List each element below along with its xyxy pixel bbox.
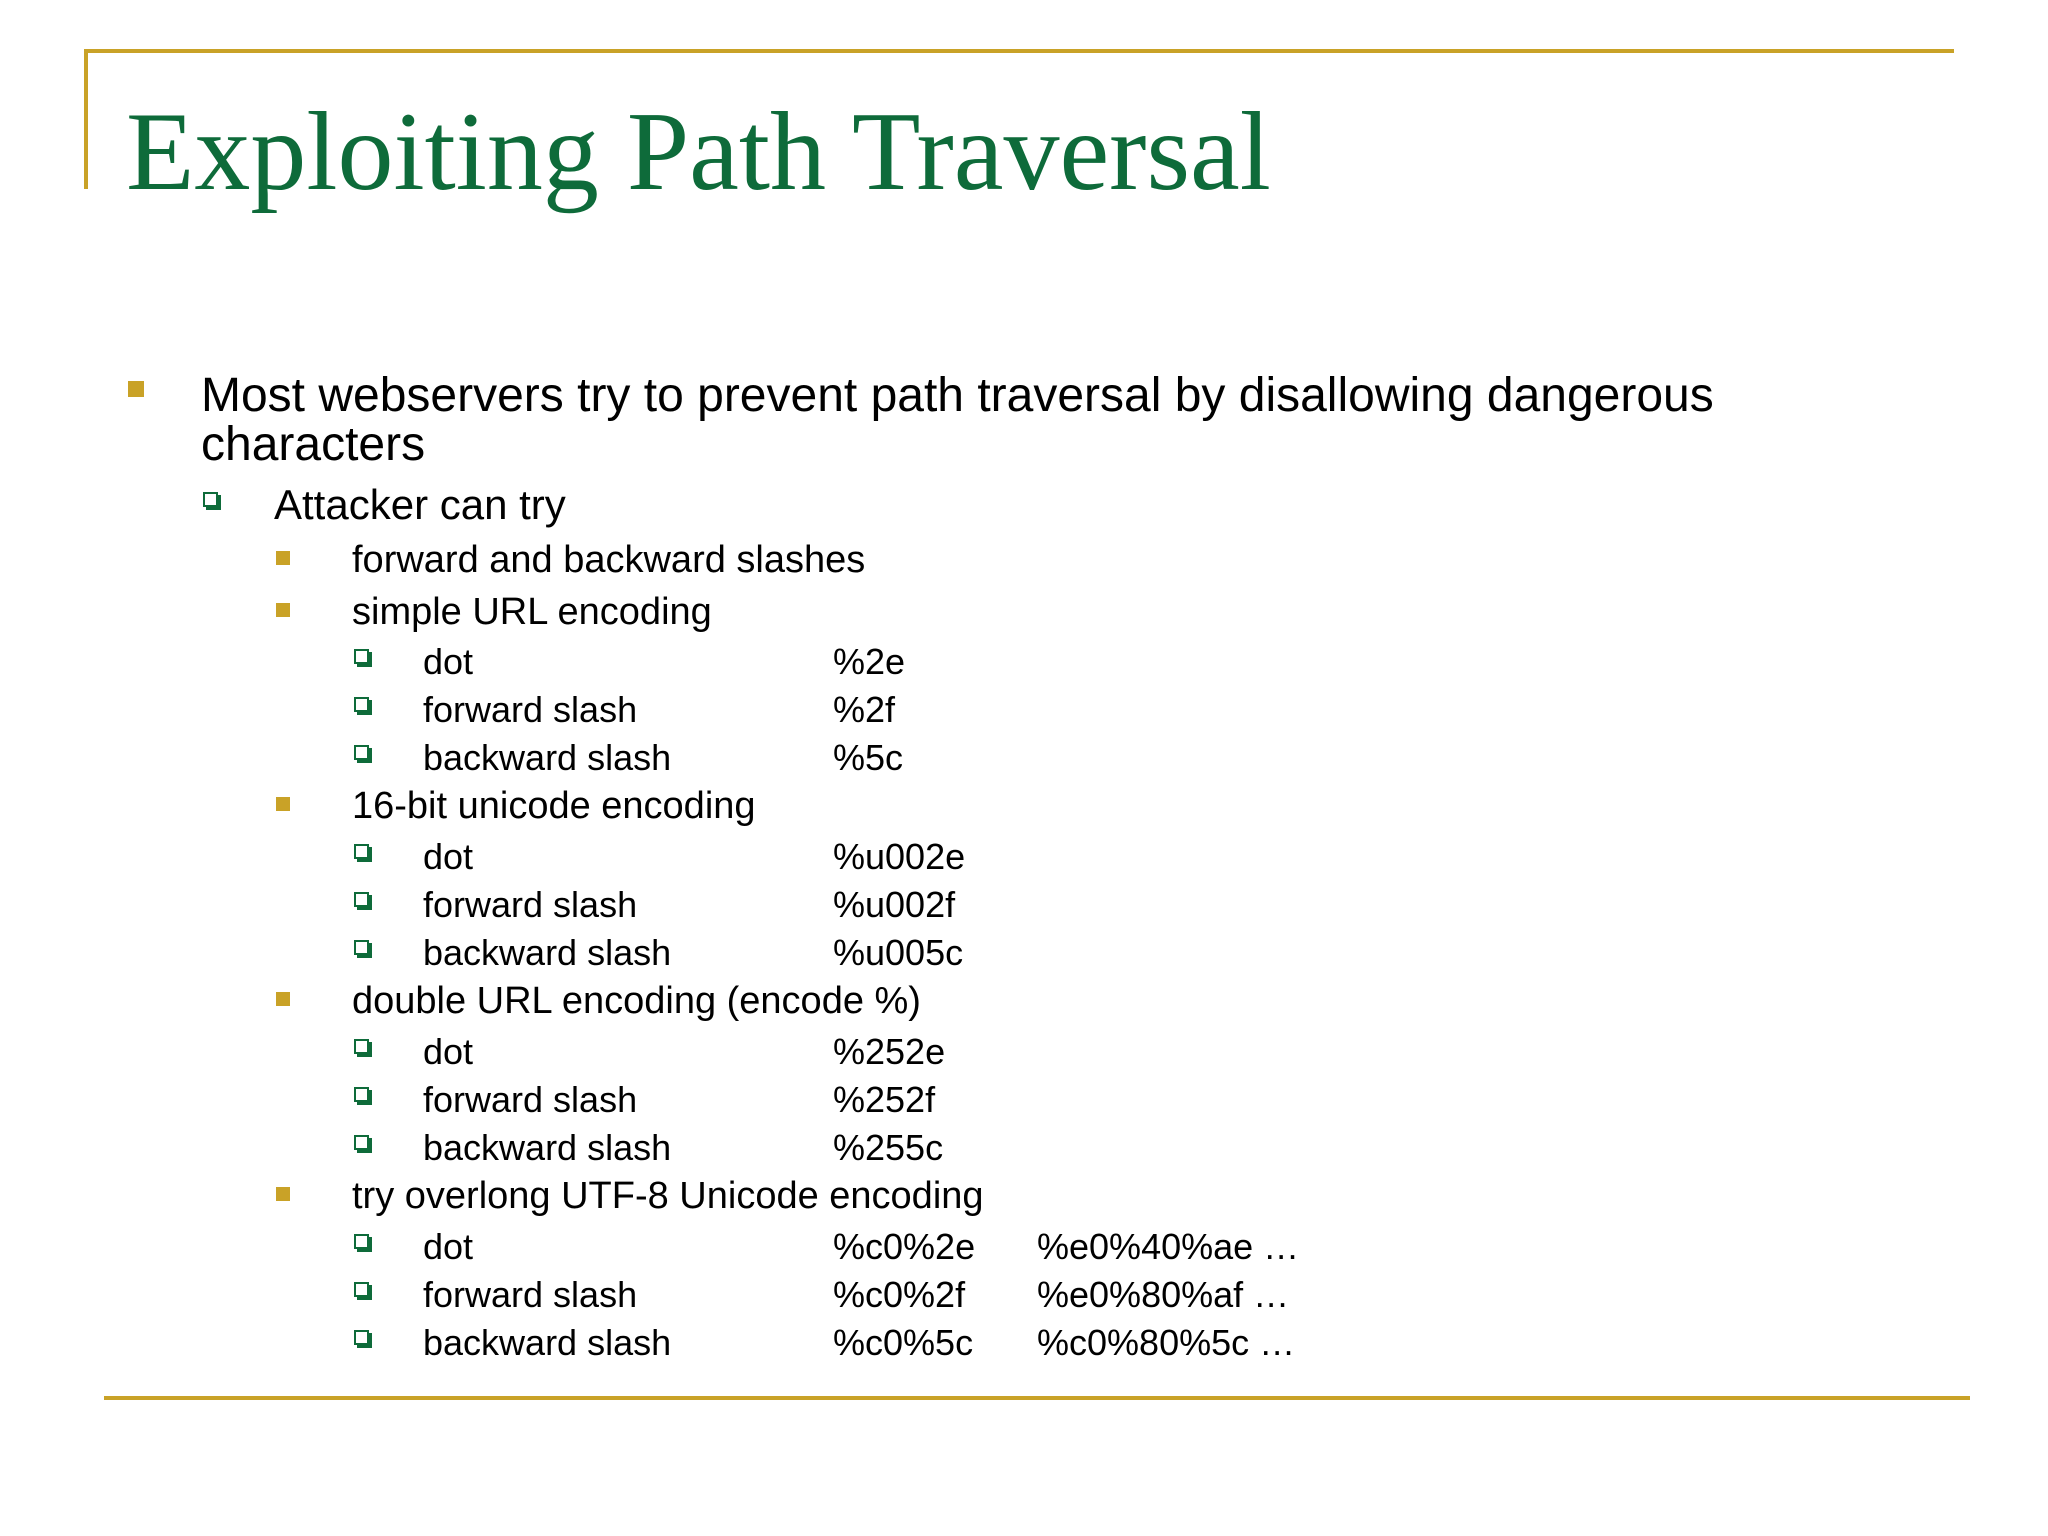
- encoding-row: [423, 736, 1523, 780]
- char-code: %u002e: [833, 836, 966, 877]
- char-name: forward slash: [423, 689, 638, 730]
- char-code: %2f: [833, 689, 896, 730]
- char-name: forward slash: [423, 1274, 638, 1315]
- encoding-row: [423, 1273, 1523, 1317]
- square-bullet-icon: [276, 797, 290, 811]
- encoding-row: [423, 1078, 1523, 1122]
- box-bullet-icon: [354, 649, 369, 664]
- square-bullet-icon: [276, 603, 290, 617]
- technique-label: try overlong UTF-8 Unicode encoding: [352, 1175, 984, 1217]
- char-code: %255c: [833, 1127, 944, 1168]
- char-code-alt: %e0%80%af …: [1037, 1274, 1290, 1315]
- char-name: dot: [423, 836, 474, 877]
- char-code: %252f: [833, 1079, 936, 1120]
- box-bullet-icon: [354, 745, 369, 760]
- char-name: backward slash: [423, 737, 672, 778]
- char-code-alt: %e0%40%ae …: [1037, 1226, 1300, 1267]
- technique-label: 16-bit unicode encoding: [352, 785, 756, 827]
- char-code: %c0%2f: [833, 1274, 966, 1315]
- slide-title: Exploiting Path Traversal: [126, 90, 1271, 214]
- intro-line-1: Most webservers try to prevent path traversal by disallowing dangerous: [201, 369, 1714, 422]
- char-name: dot: [423, 641, 474, 682]
- technique-label: forward and backward slashes: [352, 539, 866, 581]
- encoding-row: [423, 1030, 1523, 1074]
- square-bullet-icon: [276, 551, 290, 565]
- char-code: %2e: [833, 641, 906, 682]
- intro-line-2: characters: [201, 418, 426, 471]
- box-bullet-icon: [354, 1282, 369, 1297]
- box-bullet-icon: [354, 1135, 369, 1150]
- char-code: %252e: [833, 1031, 946, 1072]
- box-bullet-icon: [354, 1330, 369, 1345]
- encoding-row: [423, 1225, 1523, 1269]
- char-code: %c0%2e: [833, 1226, 976, 1267]
- box-bullet-icon: [354, 892, 369, 907]
- char-name: backward slash: [423, 1322, 672, 1363]
- encoding-row: [423, 1321, 1523, 1365]
- technique-label: simple URL encoding: [352, 591, 712, 633]
- char-name: forward slash: [423, 1079, 638, 1120]
- encoding-row: [423, 931, 1523, 975]
- char-code: %u002f: [833, 884, 956, 925]
- technique-label: double URL encoding (encode %): [352, 980, 921, 1022]
- char-code: %5c: [833, 737, 904, 778]
- char-name: forward slash: [423, 884, 638, 925]
- box-bullet-icon: [354, 844, 369, 859]
- attacker-heading: Attacker can try: [274, 481, 566, 528]
- box-bullet-icon: [354, 1087, 369, 1102]
- box-bullet-icon: [354, 940, 369, 955]
- box-bullet-icon: [203, 492, 218, 507]
- encoding-row: [423, 640, 1523, 684]
- box-bullet-icon: [354, 1234, 369, 1249]
- char-name: dot: [423, 1031, 474, 1072]
- encoding-row: [423, 1126, 1523, 1170]
- char-name: backward slash: [423, 1127, 672, 1168]
- square-bullet-icon: [128, 381, 144, 397]
- square-bullet-icon: [276, 1187, 290, 1201]
- box-bullet-icon: [354, 1039, 369, 1054]
- encoding-row: [423, 835, 1523, 879]
- encoding-row: [423, 688, 1523, 732]
- char-code: %u005c: [833, 932, 964, 973]
- encoding-row: [423, 883, 1523, 927]
- char-name: dot: [423, 1226, 474, 1267]
- char-code-alt: %c0%80%5c …: [1037, 1322, 1296, 1363]
- char-name: backward slash: [423, 932, 672, 973]
- square-bullet-icon: [276, 992, 290, 1006]
- char-code: %c0%5c: [833, 1322, 974, 1363]
- box-bullet-icon: [354, 697, 369, 712]
